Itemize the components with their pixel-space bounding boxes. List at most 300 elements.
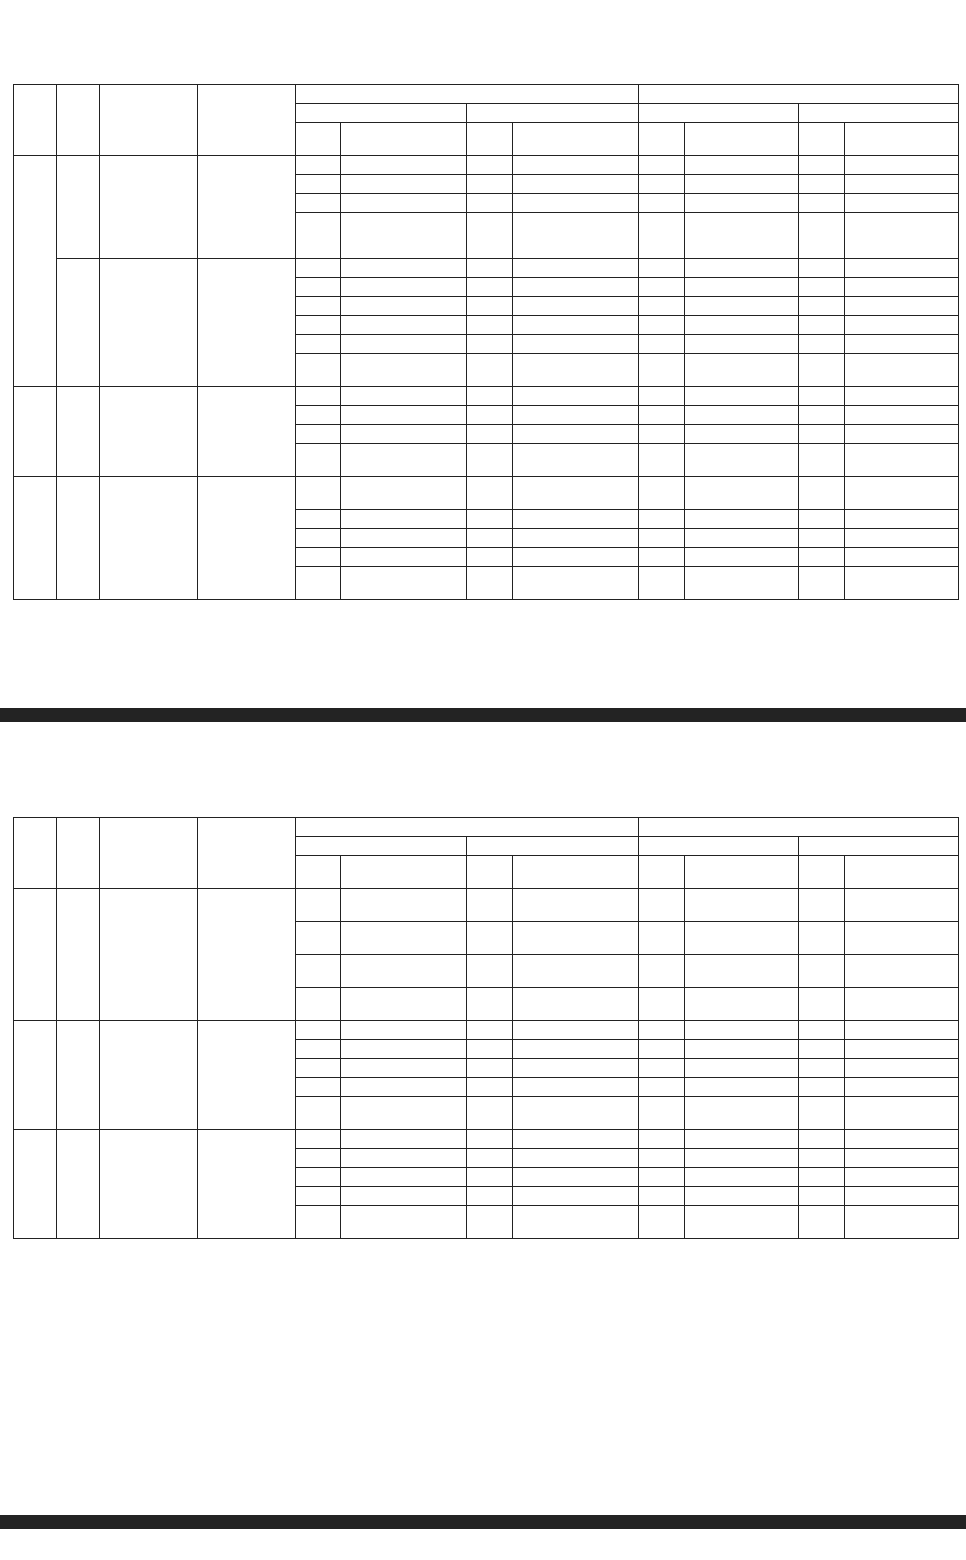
course-name [685,406,799,425]
course-code [467,567,513,600]
course-name [845,1059,959,1078]
course-name [513,922,639,955]
course-name [513,213,639,259]
course-code [639,548,685,567]
course-code [799,156,845,175]
course-name [845,259,959,278]
course-name-header [685,856,799,889]
course-code [799,529,845,548]
course-code [799,1078,845,1097]
course-name [341,406,467,425]
course-code [467,1149,513,1168]
day1-header [296,85,639,104]
course-name [513,259,639,278]
session-header [296,104,467,123]
major-cell [100,156,198,259]
course-code [639,1187,685,1206]
course-code [639,1168,685,1187]
course-code [467,444,513,477]
course-code [467,922,513,955]
course-name [513,1168,639,1187]
course-code [467,889,513,922]
course-code [799,259,845,278]
course-code [296,510,341,529]
course-code-header [799,856,845,889]
course-name [341,1097,467,1130]
major-cell [100,387,198,477]
course-name [341,259,467,278]
course-name [513,1021,639,1040]
course-code [296,335,341,354]
course-name [341,567,467,600]
course-name-header [685,123,799,156]
course-name [341,387,467,406]
course-name [845,1149,959,1168]
course-code-header [799,123,845,156]
table-row [14,259,959,278]
course-code [467,1168,513,1187]
course-name [513,1059,639,1078]
course-name [685,510,799,529]
course-name [685,175,799,194]
course-name [845,335,959,354]
course-name [341,955,467,988]
course-code [799,548,845,567]
course-name [341,1040,467,1059]
course-name [845,955,959,988]
course-name [341,988,467,1021]
school-header [14,85,57,156]
course-code [799,1206,845,1239]
course-name [341,156,467,175]
course-code [467,548,513,567]
course-name [513,477,639,510]
orig-major-header [198,818,296,889]
course-code [296,1078,341,1097]
school-cell [14,1130,57,1239]
course-name [513,1149,639,1168]
course-code [296,406,341,425]
course-code [639,889,685,922]
course-name [845,477,959,510]
course-name [845,1168,959,1187]
course-code [799,1021,845,1040]
course-name [685,335,799,354]
course-code [799,175,845,194]
course-name [685,1078,799,1097]
course-name [341,1021,467,1040]
course-code [799,316,845,335]
course-code [296,1149,341,1168]
course-name [513,548,639,567]
course-name [845,889,959,922]
course-code [639,259,685,278]
course-code [639,335,685,354]
course-name [685,1187,799,1206]
course-code [467,194,513,213]
course-name [845,1097,959,1130]
course-name [513,387,639,406]
course-name [685,194,799,213]
course-name [513,1097,639,1130]
orig-major-cell [198,156,296,259]
course-name [341,1130,467,1149]
course-name [685,316,799,335]
page-10 [0,0,966,706]
course-name [513,529,639,548]
page-11 [0,722,966,1512]
session-header [799,837,959,856]
course-code [799,444,845,477]
course-code [639,425,685,444]
course-name [513,567,639,600]
course-code [296,988,341,1021]
course-code [296,955,341,988]
course-code [296,1097,341,1130]
course-name [341,1059,467,1078]
course-name [341,425,467,444]
course-name [685,548,799,567]
course-name [845,1021,959,1040]
course-name [341,278,467,297]
course-code [467,387,513,406]
course-name [513,988,639,1021]
course-code [799,922,845,955]
table-row [14,1021,959,1040]
major-cell [100,1021,198,1130]
course-name [513,425,639,444]
course-name [513,510,639,529]
course-code [467,955,513,988]
course-name [341,1078,467,1097]
course-name [685,156,799,175]
major-cell [100,477,198,600]
course-code [639,406,685,425]
course-code [639,510,685,529]
course-code [467,213,513,259]
course-code [467,988,513,1021]
session-header [296,837,467,856]
course-name [341,213,467,259]
course-code [799,988,845,1021]
course-code [296,156,341,175]
course-name [513,335,639,354]
course-code [467,406,513,425]
course-name [513,955,639,988]
course-code [799,1168,845,1187]
course-name-header [845,856,959,889]
course-code [639,1149,685,1168]
course-name [845,354,959,387]
course-code [639,156,685,175]
course-name [685,259,799,278]
exam-mode-cell [57,889,100,1021]
course-name [341,335,467,354]
course-name [341,510,467,529]
course-code [296,1168,341,1187]
course-code [639,444,685,477]
course-name [845,316,959,335]
course-name [513,297,639,316]
course-code [639,297,685,316]
course-name [685,988,799,1021]
course-code-header [467,123,513,156]
course-code [639,194,685,213]
day2-header [639,85,959,104]
course-name [845,156,959,175]
course-code [639,1040,685,1059]
table-row [14,156,959,175]
orig-major-cell [198,1021,296,1130]
header-row [14,818,959,837]
course-name [685,529,799,548]
course-code [799,194,845,213]
course-code [639,1021,685,1040]
course-name [685,1040,799,1059]
course-name [341,316,467,335]
course-name [845,567,959,600]
course-name [685,567,799,600]
course-code [296,922,341,955]
course-code [296,444,341,477]
page-divider [0,1515,966,1529]
course-name [685,354,799,387]
course-code [467,278,513,297]
course-code [639,278,685,297]
course-name [845,1187,959,1206]
course-code-header [467,856,513,889]
course-code [296,297,341,316]
course-name [513,1130,639,1149]
course-code [296,889,341,922]
course-name [685,1168,799,1187]
major-cell [100,1130,198,1239]
course-code [639,1130,685,1149]
course-code [296,1206,341,1239]
course-name [685,1097,799,1130]
course-code [296,175,341,194]
course-name [845,1040,959,1059]
course-code [639,1078,685,1097]
course-name [341,889,467,922]
course-name-header [513,123,639,156]
course-name [845,387,959,406]
orig-major-cell [198,1130,296,1239]
session-header [799,104,959,123]
course-code [467,1059,513,1078]
session-header [467,837,639,856]
table-row [14,1130,959,1149]
course-name [513,156,639,175]
course-name [513,1040,639,1059]
course-code [799,278,845,297]
course-name [685,425,799,444]
course-name [845,548,959,567]
orig-major-cell [198,477,296,600]
course-code [639,1097,685,1130]
course-code [799,1149,845,1168]
course-code [467,425,513,444]
course-name [845,1206,959,1239]
course-code [799,1059,845,1078]
course-name [341,922,467,955]
table-row [14,889,959,922]
course-name [513,1187,639,1206]
course-name [341,548,467,567]
course-name [845,175,959,194]
course-name [685,477,799,510]
course-code [296,529,341,548]
course-code [296,354,341,387]
course-code [639,175,685,194]
course-name [685,1021,799,1040]
course-name [341,1149,467,1168]
course-name [685,213,799,259]
course-name [341,529,467,548]
session-header [639,104,799,123]
exam-mode-cell [57,387,100,477]
course-name [685,387,799,406]
course-name [845,510,959,529]
course-code [296,477,341,510]
course-code [639,213,685,259]
orig-major-cell [198,387,296,477]
orig-major-cell [198,889,296,1021]
school-cell [14,387,57,477]
course-name [685,1206,799,1239]
course-code [799,1187,845,1206]
course-name [341,1206,467,1239]
exam-mode-cell [57,1021,100,1130]
course-code [467,335,513,354]
session-header [639,837,799,856]
course-name [845,1078,959,1097]
exam-schedule-table [13,817,959,1239]
course-code [799,213,845,259]
course-code [799,387,845,406]
course-name [341,297,467,316]
course-code-header [296,856,341,889]
course-code [467,297,513,316]
course-name [341,194,467,213]
course-name [685,1149,799,1168]
course-code [467,1130,513,1149]
course-name [845,988,959,1021]
course-code [639,1059,685,1078]
exam-schedule-table [13,84,959,600]
course-code [799,477,845,510]
course-code [467,477,513,510]
course-code [296,1059,341,1078]
day2-header [639,818,959,837]
course-name [341,477,467,510]
course-code [467,529,513,548]
course-code-header [639,123,685,156]
course-code [467,1078,513,1097]
course-code [639,477,685,510]
course-name [341,354,467,387]
course-code [467,316,513,335]
course-code [296,1187,341,1206]
course-code [799,297,845,316]
course-name [685,278,799,297]
page-divider [0,708,966,722]
course-code [639,955,685,988]
course-code [467,1206,513,1239]
course-code [296,425,341,444]
school-header [14,818,57,889]
major-cell [100,889,198,1021]
course-name [513,175,639,194]
course-code [296,567,341,600]
course-name [513,889,639,922]
course-name [845,278,959,297]
course-code [799,1130,845,1149]
course-code [296,387,341,406]
course-name [513,354,639,387]
day1-header [296,818,639,837]
course-code [467,156,513,175]
course-name [513,406,639,425]
school-cell [14,477,57,600]
course-code [296,213,341,259]
course-code [799,510,845,529]
course-code [639,387,685,406]
course-name [685,1130,799,1149]
course-name [513,1206,639,1239]
major-header [100,818,198,889]
course-name [845,194,959,213]
course-name [685,889,799,922]
course-name [341,444,467,477]
course-code [799,406,845,425]
course-name [513,316,639,335]
course-name [845,213,959,259]
course-code [296,1040,341,1059]
school-cell [14,1021,57,1130]
course-code [467,259,513,278]
course-code [799,335,845,354]
course-code [296,194,341,213]
exam-mode-cell [57,1130,100,1239]
course-name [513,444,639,477]
exam-mode-cell [57,259,100,387]
course-name [513,278,639,297]
course-code [296,1130,341,1149]
course-code [467,1097,513,1130]
course-code [799,425,845,444]
table-row [14,477,959,510]
course-code [799,889,845,922]
course-name [685,297,799,316]
course-code [639,922,685,955]
header-row [14,85,959,104]
course-name [513,194,639,213]
course-code [467,354,513,387]
course-name [341,175,467,194]
course-code [639,316,685,335]
course-code [639,567,685,600]
course-name [685,1059,799,1078]
course-code [799,1097,845,1130]
course-code [467,1040,513,1059]
orig-major-header [198,85,296,156]
orig-major-cell [198,259,296,387]
course-code [799,354,845,387]
course-code [296,259,341,278]
session-header [467,104,639,123]
course-code [296,548,341,567]
